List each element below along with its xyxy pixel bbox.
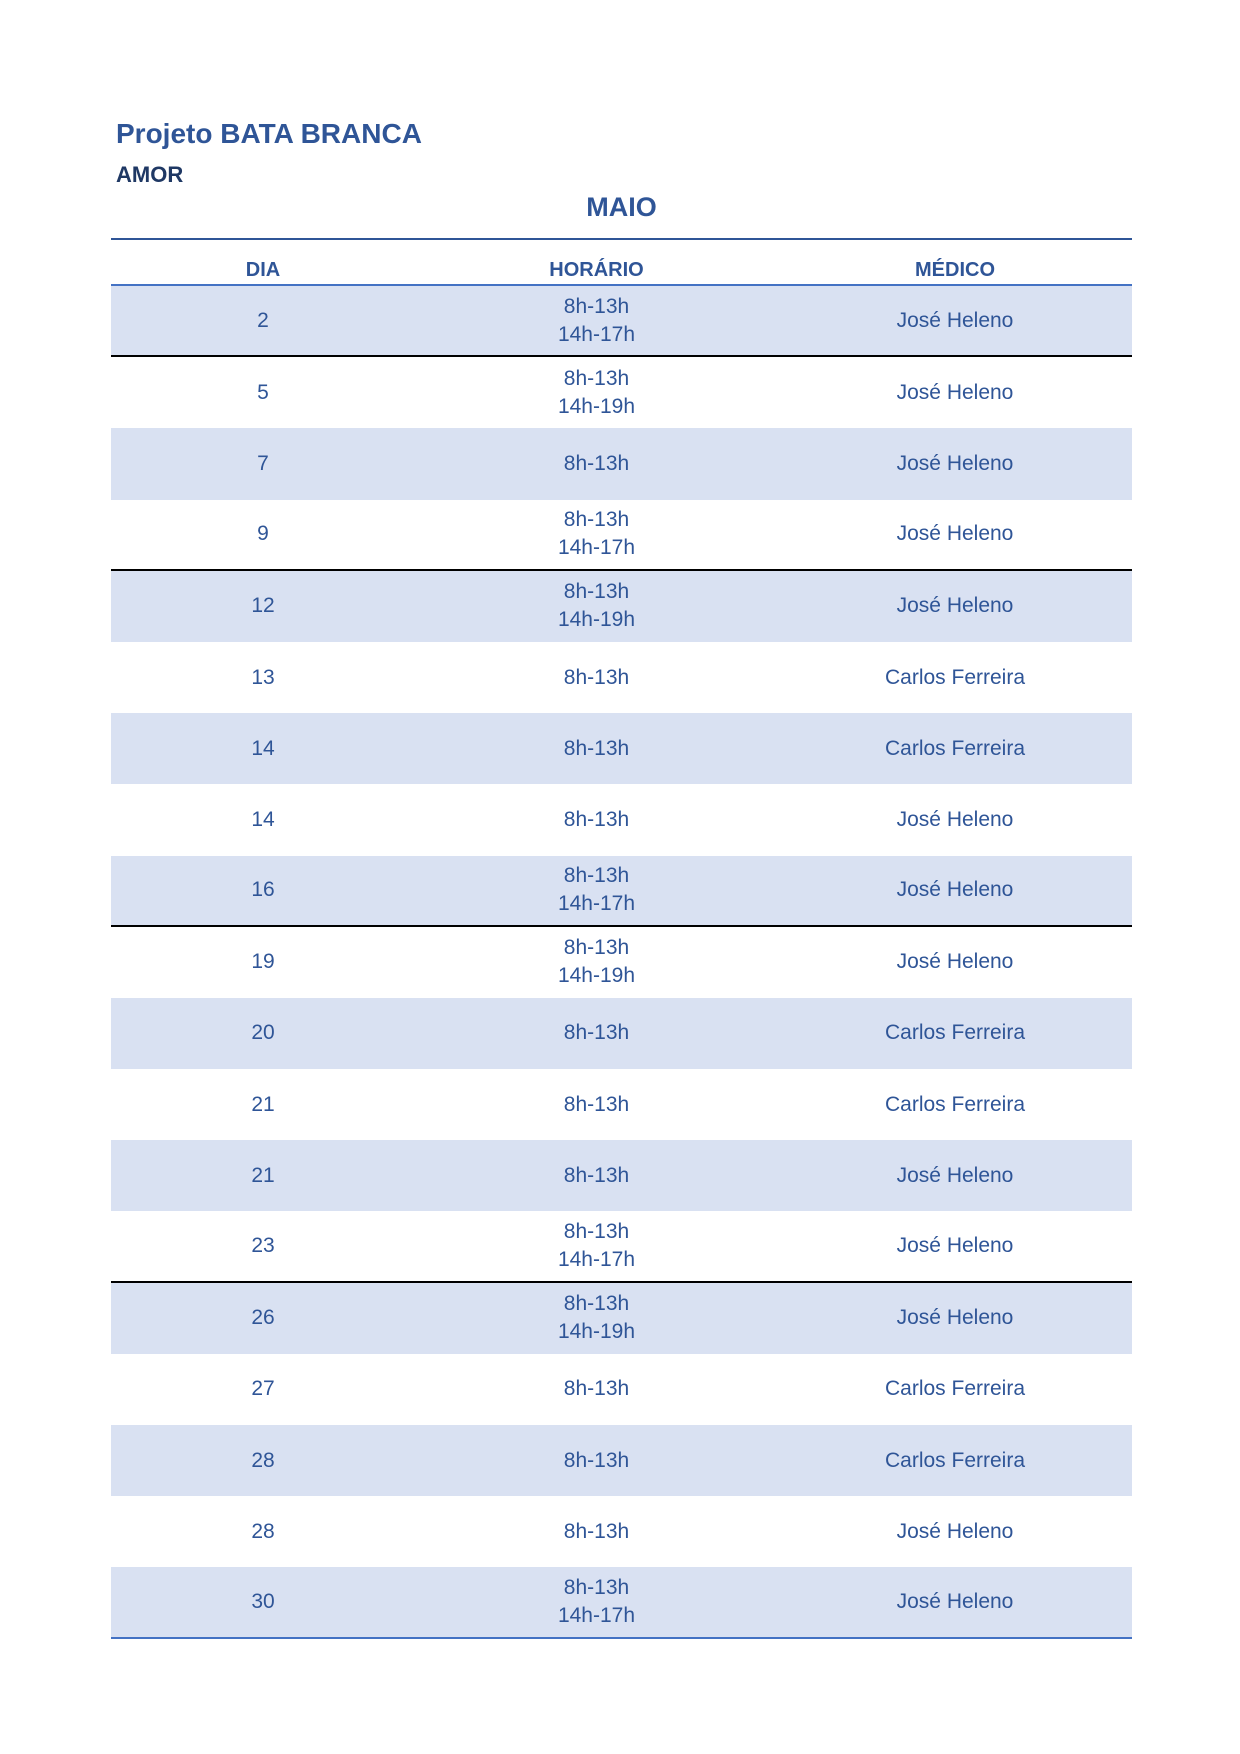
cell-dia: 21 <box>251 1092 275 1116</box>
table-row <box>111 713 1132 784</box>
cell-horario <box>415 428 778 499</box>
cell-horario <box>415 642 778 713</box>
cell-horario <box>415 1283 778 1354</box>
horario-line: 8h-13h <box>563 1092 630 1116</box>
cell-horario <box>415 784 778 855</box>
cell-horario <box>415 998 778 1069</box>
cell-dia: 19 <box>251 950 275 974</box>
cell-horario <box>415 1140 778 1211</box>
cell-medico: José Heleno <box>896 451 1014 475</box>
table-row <box>111 357 1132 428</box>
cell-dia: 26 <box>251 1306 275 1330</box>
cell-dia: 27 <box>251 1377 275 1401</box>
cell-medico: Carlos Ferreira <box>884 736 1026 760</box>
table-row <box>111 856 1132 927</box>
cell-dia: 13 <box>251 665 275 689</box>
cell-horario <box>415 1425 778 1496</box>
cell-medico: José Heleno <box>896 1163 1014 1187</box>
horario-line: 8h-13h <box>563 508 630 532</box>
cell-dia: 7 <box>257 451 269 475</box>
cell-horario <box>415 1354 778 1425</box>
horario-line: 8h-13h <box>563 1575 630 1599</box>
cell-dia: 23 <box>251 1234 275 1258</box>
table-row <box>111 1354 1132 1425</box>
cell-horario <box>415 500 778 569</box>
cell-dia: 21 <box>251 1163 275 1187</box>
horario-line: 14h-19h <box>557 1320 636 1344</box>
cell-medico: Carlos Ferreira <box>884 1092 1026 1116</box>
table-row <box>111 642 1132 713</box>
cell-medico: José Heleno <box>896 1519 1014 1543</box>
cell-dia: 14 <box>251 807 275 831</box>
horario-line: 14h-17h <box>557 1603 636 1627</box>
table-row <box>111 998 1132 1069</box>
cell-dia: 2 <box>257 308 269 332</box>
cell-dia: 28 <box>251 1448 275 1472</box>
cell-horario <box>415 1211 778 1280</box>
column-header-medico: MÉDICO <box>915 259 995 281</box>
horario-line: 8h-13h <box>563 1163 630 1187</box>
horario-line: 8h-13h <box>563 451 630 475</box>
table-row <box>111 784 1132 855</box>
cell-medico: José Heleno <box>896 522 1014 546</box>
cell-medico: José Heleno <box>896 807 1014 831</box>
cell-dia: 28 <box>251 1519 275 1543</box>
cell-dia: 12 <box>251 594 275 618</box>
cell-dia: 5 <box>257 380 269 404</box>
cell-medico: José Heleno <box>896 878 1014 902</box>
horario-line: 8h-13h <box>563 580 630 604</box>
column-header-dia: DIA <box>245 259 281 281</box>
cell-horario <box>415 286 778 355</box>
table-row <box>111 1425 1132 1496</box>
horario-line: 8h-13h <box>563 366 630 390</box>
horario-line: 8h-13h <box>563 665 630 689</box>
table-row <box>111 286 1132 357</box>
cell-medico: Carlos Ferreira <box>884 665 1026 689</box>
cell-horario <box>415 571 778 642</box>
cell-medico: José Heleno <box>896 1234 1014 1258</box>
cell-horario <box>415 1069 778 1140</box>
cell-medico: José Heleno <box>896 1306 1014 1330</box>
horario-line: 8h-13h <box>563 864 630 888</box>
cell-dia: 20 <box>251 1021 275 1045</box>
horario-line: 8h-13h <box>563 294 630 318</box>
horario-line: 8h-13h <box>563 936 630 960</box>
schedule-table <box>111 238 1132 1639</box>
cell-medico: Carlos Ferreira <box>884 1448 1026 1472</box>
page-title: Projeto BATA BRANCA <box>116 118 422 149</box>
horario-line: 8h-13h <box>563 1220 630 1244</box>
cell-medico: José Heleno <box>896 1589 1014 1613</box>
cell-dia: 9 <box>257 522 269 546</box>
month-heading: MAIO <box>586 192 657 222</box>
cell-medico: José Heleno <box>896 308 1014 332</box>
cell-medico: José Heleno <box>896 594 1014 618</box>
table-row <box>111 500 1132 571</box>
cell-dia: 16 <box>251 878 275 902</box>
cell-medico: Carlos Ferreira <box>884 1377 1026 1401</box>
table-row <box>111 428 1132 499</box>
table-header <box>111 240 1132 286</box>
horario-line: 14h-17h <box>557 892 636 916</box>
horario-line: 8h-13h <box>563 1377 630 1401</box>
table-row <box>111 1567 1132 1638</box>
table-row <box>111 571 1132 642</box>
column-header-horario: HORÁRIO <box>549 259 644 281</box>
cell-dia: 30 <box>251 1589 275 1613</box>
horario-line: 14h-17h <box>557 536 636 560</box>
horario-line: 8h-13h <box>563 1519 630 1543</box>
cell-horario <box>415 713 778 784</box>
table-row <box>111 1069 1132 1140</box>
horario-line: 14h-17h <box>557 322 636 346</box>
table-row <box>111 927 1132 998</box>
cell-medico: José Heleno <box>896 950 1014 974</box>
cell-horario <box>415 856 778 925</box>
horario-line: 14h-19h <box>557 964 636 988</box>
horario-line: 8h-13h <box>563 736 630 760</box>
horario-line: 8h-13h <box>563 807 630 831</box>
horario-line: 14h-19h <box>557 394 636 418</box>
horario-line: 14h-17h <box>557 1248 636 1272</box>
cell-dia: 14 <box>251 736 275 760</box>
cell-horario <box>415 1496 778 1567</box>
table-row <box>111 1496 1132 1567</box>
table-row <box>111 1140 1132 1211</box>
table-row <box>111 1283 1132 1354</box>
cell-medico: José Heleno <box>896 380 1014 404</box>
horario-line: 8h-13h <box>563 1292 630 1316</box>
horario-line: 8h-13h <box>563 1021 630 1045</box>
horario-line: 8h-13h <box>563 1448 630 1472</box>
table-body <box>111 286 1132 1639</box>
cell-horario <box>415 1567 778 1636</box>
cell-horario <box>415 927 778 998</box>
table-row <box>111 1211 1132 1282</box>
page-subtitle: AMOR <box>116 162 184 187</box>
cell-horario <box>415 357 778 428</box>
horario-line: 14h-19h <box>557 608 636 632</box>
cell-medico: Carlos Ferreira <box>884 1021 1026 1045</box>
